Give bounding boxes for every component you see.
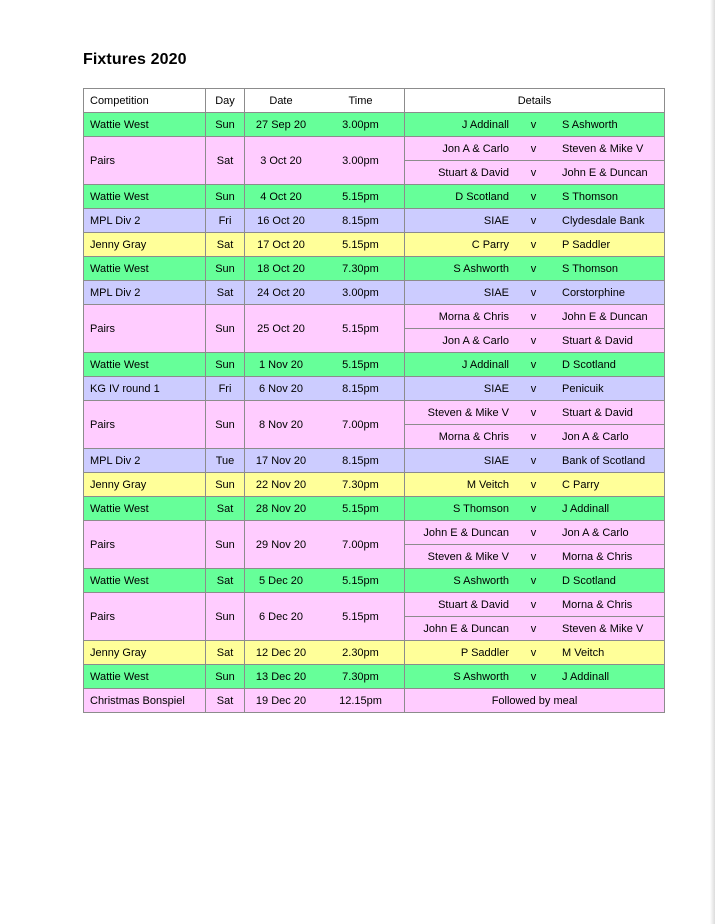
fixture-home-team: S Ashworth [405,665,510,689]
fixture-away-team: C Parry [558,473,665,497]
fixture-date: 28 Nov 20 [245,497,318,521]
fixture-home-team: M Veitch [405,473,510,497]
fixture-row [84,473,665,497]
fixture-versus: v [509,137,558,161]
fixture-date: 3 Oct 20 [245,137,318,185]
fixture-home-team: S Thomson [405,497,510,521]
fixture-time: 5.15pm [317,593,405,641]
fixture-row [84,665,665,689]
fixture-away-team: J Addinall [558,497,665,521]
fixture-date: 6 Nov 20 [245,377,318,401]
fixture-versus: v [509,329,558,353]
fixture-competition: Pairs [84,305,206,353]
fixture-competition: Wattie West [84,185,206,209]
fixture-versus: v [509,521,558,545]
fixture-day: Sun [206,305,245,353]
fixture-time: 5.15pm [317,233,405,257]
fixture-time: 3.00pm [317,113,405,137]
fixture-away-team: S Thomson [558,185,665,209]
fixture-row [84,401,665,425]
fixture-day: Sat [206,233,245,257]
fixture-day: Sun [206,521,245,569]
fixture-home-team: Stuart & David [405,161,510,185]
fixture-row [84,497,665,521]
fixture-time: 8.15pm [317,209,405,233]
fixture-home-team: SIAE [405,281,510,305]
fixture-competition: Wattie West [84,353,206,377]
page-title: Fixtures 2020 [83,51,187,68]
fixture-date: 17 Oct 20 [245,233,318,257]
fixture-home-team: S Ashworth [405,257,510,281]
fixture-competition: MPL Div 2 [84,281,206,305]
fixture-competition: Christmas Bonspiel [84,689,206,713]
header-competition: Competition [84,89,206,113]
fixture-competition: MPL Div 2 [84,209,206,233]
fixture-date: 6 Dec 20 [245,593,318,641]
fixture-home-team: Stuart & David [405,593,510,617]
fixture-competition: Pairs [84,521,206,569]
fixture-day: Sat [206,137,245,185]
fixture-versus: v [509,161,558,185]
fixture-row [84,641,665,665]
fixture-away-team: Morna & Chris [558,545,665,569]
header-row [84,89,665,113]
fixture-away-team: P Saddler [558,233,665,257]
fixture-date: 16 Oct 20 [245,209,318,233]
fixture-home-team: P Saddler [405,641,510,665]
fixture-home-team: John E & Duncan [405,617,510,641]
fixture-away-team: Steven & Mike V [558,617,665,641]
header-details: Details [405,89,665,113]
fixture-home-team: J Addinall [405,353,510,377]
fixture-day: Sat [206,281,245,305]
fixture-row [84,257,665,281]
fixture-day: Tue [206,449,245,473]
fixture-date: 4 Oct 20 [245,185,318,209]
fixture-day: Sat [206,569,245,593]
fixture-date: 5 Dec 20 [245,569,318,593]
fixture-time: 12.15pm [317,689,405,713]
fixture-home-team: SIAE [405,209,510,233]
fixture-row [84,209,665,233]
fixture-details: Followed by meal [405,689,665,713]
fixture-date: 8 Nov 20 [245,401,318,449]
fixture-away-team: Morna & Chris [558,593,665,617]
fixture-day: Sun [206,185,245,209]
fixture-home-team: D Scotland [405,185,510,209]
fixture-away-team: J Addinall [558,665,665,689]
fixture-home-team: SIAE [405,377,510,401]
fixture-day: Sun [206,401,245,449]
fixture-time: 5.15pm [317,569,405,593]
fixture-time: 7.30pm [317,665,405,689]
fixture-home-team: Steven & Mike V [405,401,510,425]
fixture-versus: v [509,401,558,425]
fixture-row [84,521,665,545]
fixture-competition: Jenny Gray [84,473,206,497]
fixture-home-team: Jon A & Carlo [405,329,510,353]
fixture-competition: Wattie West [84,497,206,521]
fixture-versus: v [509,233,558,257]
fixture-competition: MPL Div 2 [84,449,206,473]
fixture-row [84,233,665,257]
fixtures-body [84,89,665,713]
fixture-versus: v [509,185,558,209]
fixture-versus: v [509,449,558,473]
fixture-day: Sun [206,593,245,641]
fixture-competition: Pairs [84,401,206,449]
fixture-away-team: John E & Duncan [558,161,665,185]
fixture-day: Sun [206,113,245,137]
fixture-away-team: Bank of Scotland [558,449,665,473]
fixture-competition: Wattie West [84,569,206,593]
fixture-away-team: John E & Duncan [558,305,665,329]
fixture-home-team: C Parry [405,233,510,257]
fixture-time: 5.15pm [317,497,405,521]
fixture-versus: v [509,473,558,497]
fixture-competition: Jenny Gray [84,641,206,665]
fixture-home-team: SIAE [405,449,510,473]
fixture-day: Sat [206,689,245,713]
fixture-away-team: S Thomson [558,257,665,281]
fixture-day: Fri [206,209,245,233]
fixture-away-team: D Scotland [558,569,665,593]
page-edge-shadow [710,0,715,924]
fixture-away-team: Stuart & David [558,329,665,353]
fixture-away-team: M Veitch [558,641,665,665]
fixture-home-team: Morna & Chris [405,305,510,329]
fixture-date: 12 Dec 20 [245,641,318,665]
fixture-versus: v [509,281,558,305]
fixture-day: Fri [206,377,245,401]
fixture-competition: Jenny Gray [84,233,206,257]
fixture-competition: Wattie West [84,257,206,281]
header-date: Date [245,89,318,113]
fixture-away-team: Stuart & David [558,401,665,425]
fixture-home-team: Steven & Mike V [405,545,510,569]
fixture-time: 8.15pm [317,449,405,473]
fixture-date: 17 Nov 20 [245,449,318,473]
fixture-competition: Pairs [84,593,206,641]
header-day: Day [206,89,245,113]
fixture-row [84,569,665,593]
fixture-time: 5.15pm [317,305,405,353]
fixture-day: Sun [206,665,245,689]
fixture-versus: v [509,569,558,593]
fixture-time: 8.15pm [317,377,405,401]
fixture-date: 1 Nov 20 [245,353,318,377]
fixture-date: 27 Sep 20 [245,113,318,137]
fixture-versus: v [509,305,558,329]
fixture-versus: v [509,425,558,449]
fixture-row [84,113,665,137]
fixture-time: 7.30pm [317,257,405,281]
fixture-date: 22 Nov 20 [245,473,318,497]
fixture-time: 3.00pm [317,137,405,185]
fixture-away-team: Corstorphine [558,281,665,305]
fixture-day: Sun [206,473,245,497]
fixture-away-team: Clydesdale Bank [558,209,665,233]
fixture-date: 29 Nov 20 [245,521,318,569]
fixture-time: 5.15pm [317,353,405,377]
fixture-row [84,185,665,209]
fixture-row [84,449,665,473]
fixture-versus: v [509,377,558,401]
fixture-row [84,305,665,329]
fixture-date: 19 Dec 20 [245,689,318,713]
fixture-row [84,593,665,617]
fixture-versus: v [509,257,558,281]
fixture-away-team: S Ashworth [558,113,665,137]
fixture-home-team: Morna & Chris [405,425,510,449]
fixture-day: Sat [206,641,245,665]
fixture-away-team: Steven & Mike V [558,137,665,161]
fixture-home-team: John E & Duncan [405,521,510,545]
fixture-versus: v [509,593,558,617]
fixture-row [84,137,665,161]
fixture-away-team: Jon A & Carlo [558,521,665,545]
fixture-competition: Wattie West [84,665,206,689]
fixture-away-team: D Scotland [558,353,665,377]
fixture-date: 24 Oct 20 [245,281,318,305]
fixture-competition: Wattie West [84,113,206,137]
fixture-day: Sun [206,257,245,281]
fixture-versus: v [509,353,558,377]
fixture-competition: KG IV round 1 [84,377,206,401]
fixture-day: Sat [206,497,245,521]
fixture-time: 7.00pm [317,521,405,569]
fixture-time: 5.15pm [317,185,405,209]
fixture-versus: v [509,641,558,665]
fixture-home-team: Jon A & Carlo [405,137,510,161]
fixture-date: 13 Dec 20 [245,665,318,689]
fixture-home-team: S Ashworth [405,569,510,593]
fixture-away-team: Penicuik [558,377,665,401]
fixture-time: 2.30pm [317,641,405,665]
fixture-row [84,353,665,377]
header-time: Time [317,89,405,113]
fixture-away-team: Jon A & Carlo [558,425,665,449]
fixture-time: 7.00pm [317,401,405,449]
fixtures-table [83,88,665,713]
fixture-versus: v [509,617,558,641]
fixture-date: 18 Oct 20 [245,257,318,281]
fixture-versus: v [509,665,558,689]
fixture-versus: v [509,497,558,521]
fixture-date: 25 Oct 20 [245,305,318,353]
fixture-versus: v [509,209,558,233]
fixture-time: 7.30pm [317,473,405,497]
fixture-row [84,689,665,713]
fixture-competition: Pairs [84,137,206,185]
fixture-row [84,377,665,401]
fixture-day: Sun [206,353,245,377]
fixture-time: 3.00pm [317,281,405,305]
fixture-versus: v [509,545,558,569]
fixture-row [84,281,665,305]
fixture-home-team: J Addinall [405,113,510,137]
fixture-versus: v [509,113,558,137]
